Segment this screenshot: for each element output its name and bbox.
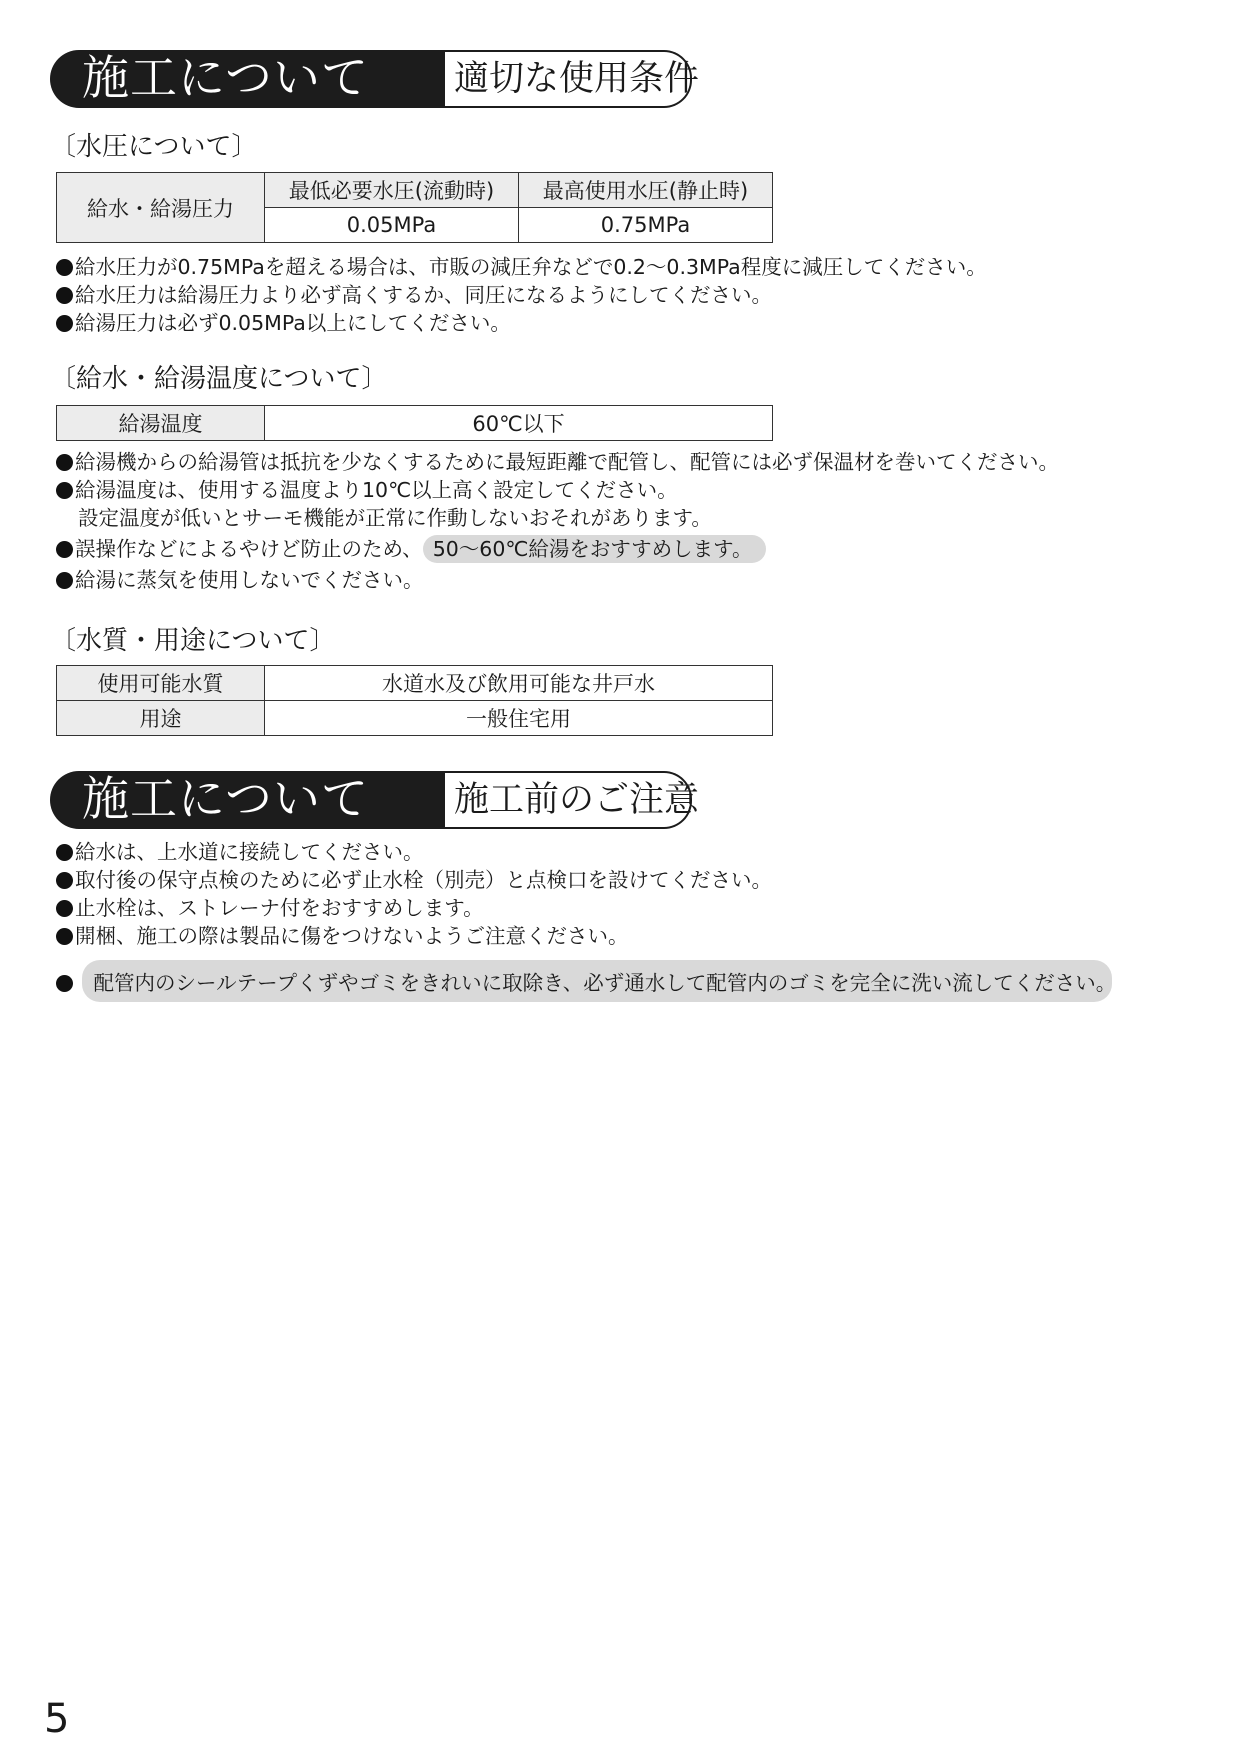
quality-row2-label: 用途 <box>57 701 265 736</box>
list-item: 給湯に蒸気を使用しないでください。 <box>56 566 1059 594</box>
list-item: 給湯機からの給湯管は抵抗を少なくするために最短距離で配管し、配管には必ず保温材を巻いてください。 <box>56 448 1059 476</box>
pressure-col2-header: 最高使用水圧(静止時) <box>519 173 773 208</box>
header-subtitle: 適切な使用条件 <box>390 50 692 108</box>
list-item: 給湯圧力は必ず0.05MPa以上にしてください。 <box>56 309 987 337</box>
pressure-notes <box>56 253 987 337</box>
temperature-value: 60℃以下 <box>265 406 773 441</box>
quality-row2-value: 一般住宅用 <box>265 701 773 736</box>
pressure-col1-header: 最低必要水圧(流動時) <box>265 173 519 208</box>
bullet-icon <box>56 482 73 499</box>
cleaning-highlight: 配管内のシールテープくずやゴミをきれいに取除き、必ず通水して配管内のゴミを完全に洗い流してください。 <box>82 960 1112 1002</box>
temperature-label: 給湯温度 <box>57 406 265 441</box>
quality-row1-label: 使用可能水質 <box>57 666 265 701</box>
bullet-icon <box>56 975 73 992</box>
bullet-icon <box>56 259 73 276</box>
page-number: 5 <box>44 1696 70 1742</box>
bullet-icon <box>56 872 73 889</box>
temperature-notes <box>56 448 1059 594</box>
header-title: 施工について <box>50 50 445 108</box>
pressure-row-label: 給水・給湯圧力 <box>57 173 265 243</box>
temperature-heading: 〔給水・給湯温度について〕 <box>50 364 388 394</box>
pressure-table <box>56 172 773 243</box>
pressure-heading: 〔水圧について〕 <box>50 132 258 162</box>
bullet-icon <box>56 900 73 917</box>
bullet-icon <box>56 315 73 332</box>
bullet-icon <box>56 928 73 945</box>
bullet-icon <box>56 541 73 558</box>
bullet-icon <box>56 454 73 471</box>
recommendation-highlight: 50〜60℃給湯をおすすめします。 <box>423 535 767 563</box>
list-item: 誤操作などによるやけど防止のため、 50〜60℃給湯をおすすめします。 <box>56 532 1059 566</box>
list-item: 給水圧力が0.75MPaを超える場合は、市販の減圧弁などで0.2〜0.3MPa程度に減圧してください。 <box>56 253 987 281</box>
header-title: 施工について <box>50 771 445 829</box>
list-item: 給水は、上水道に接続してください。 <box>56 838 772 866</box>
precaution-notes <box>56 838 772 950</box>
list-item-highlighted <box>56 960 1117 1002</box>
quality-row1-value: 水道水及び飲用可能な井戸水 <box>265 666 773 701</box>
list-item: 開梱、施工の際は製品に傷をつけないようご注意ください。 <box>56 922 772 950</box>
quality-table <box>56 665 773 736</box>
temperature-table <box>56 405 773 441</box>
bullet-icon <box>56 844 73 861</box>
list-item: 止水栓は、ストレーナ付をおすすめします。 <box>56 894 772 922</box>
pressure-col1-value: 0.05MPa <box>265 208 519 243</box>
bullet-icon <box>56 287 73 304</box>
list-item-continuation: 設定温度が低いとサーモ機能が正常に作動しないおそれがあります。 <box>78 506 712 530</box>
header-subtitle: 施工前のご注意 <box>390 771 692 829</box>
quality-heading: 〔水質・用途について〕 <box>50 626 336 656</box>
bullet-icon <box>56 572 73 589</box>
section-header-precautions <box>50 771 700 829</box>
pressure-col2-value: 0.75MPa <box>519 208 773 243</box>
section-header-conditions <box>50 50 700 108</box>
list-item: 給湯温度は、使用する温度より10℃以上高く設定してください。 <box>56 476 1059 504</box>
list-item: 給水圧力は給湯圧力より必ず高くするか、同圧になるようにしてください。 <box>56 281 987 309</box>
list-item: 取付後の保守点検のために必ず止水栓（別売）と点検口を設けてください。 <box>56 866 772 894</box>
